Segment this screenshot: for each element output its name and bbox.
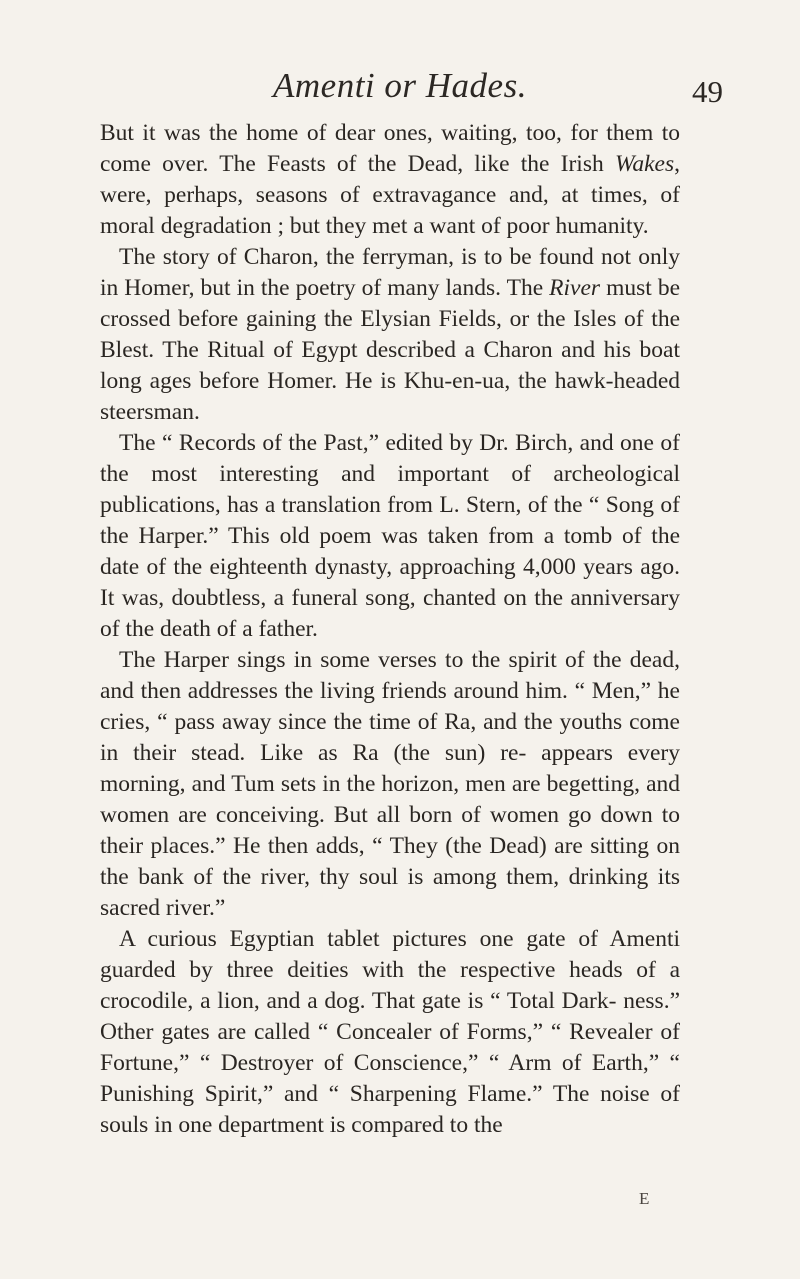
text-span: must be crossed before gaining the Elysian Fields, or the Isles of the Blest. The Ritual of Egypt described a Charon and his boat long ages before Homer. He is Khu-en-ua, the hawk-headed steersman. (100, 275, 680, 425)
italic-term: Wakes (614, 151, 675, 177)
running-title: Amenti or Hades. (273, 66, 527, 105)
paragraph (100, 118, 680, 242)
paragraph (100, 428, 680, 645)
italic-term: River (549, 275, 601, 301)
paragraph (100, 242, 680, 428)
text-span: The Harper sings in some verses to the spirit of the dead, and then addresses the living friends around him. “ Men,” he cries, “ pass away since the time of Ra, and the youths come in their stead. Like as Ra (the sun) re- appears every morning, and Tum sets in the horizon, men are begetting, and women are conceiving. But all born of women go down to their places.” He then adds, “ They (the Dead) are sitting on the bank of the river, thy soul is among them, drinking its sacred river.” (100, 647, 680, 921)
text-span: A curious Egyptian tablet pictures one gate of Amenti guarded by three deities with the respective heads of a crocodile, a lion, and a dog. That gate is “ Total Dark- ness.” Other gates are called “ Concealer of Forms,” “ Revealer of Fortune,” “ Destroyer of Conscience,” “ Arm of Earth,” “ Punishing Spirit,” and “ Sharpening Flame.” The noise of souls in one department is compared to the (100, 926, 680, 1138)
body-text (100, 118, 680, 1141)
text-span: But it was the home of dear ones, waiting, too, for them to come over. The Feasts of the Dead, like the Irish (100, 120, 680, 177)
paragraph (100, 645, 680, 924)
text-span: , were, perhaps, seasons of extravagance and, at times, of moral degradation ; but they met a want of poor humanity. (100, 151, 680, 239)
page-header (0, 64, 800, 114)
paragraph (100, 924, 680, 1141)
text-span: The “ Records of the Past,” edited by Dr. Birch, and one of the most interesting and important of archeological publications, has a translation from L. Stern, of the “ Song of the Harper.” This old poem was taken from a tomb of the date of the eighteenth dynasty, approaching 4,000 years ago. It was, doubtless, a funeral song, chanted on the anniversary of the death of a father. (100, 430, 680, 642)
page-number: 49 (692, 74, 723, 109)
text-span: The story of Charon, the ferryman, is to be found not only in Homer, but in the poetry of many lands. The (100, 244, 680, 301)
printer-signature-mark: E (639, 1189, 650, 1208)
